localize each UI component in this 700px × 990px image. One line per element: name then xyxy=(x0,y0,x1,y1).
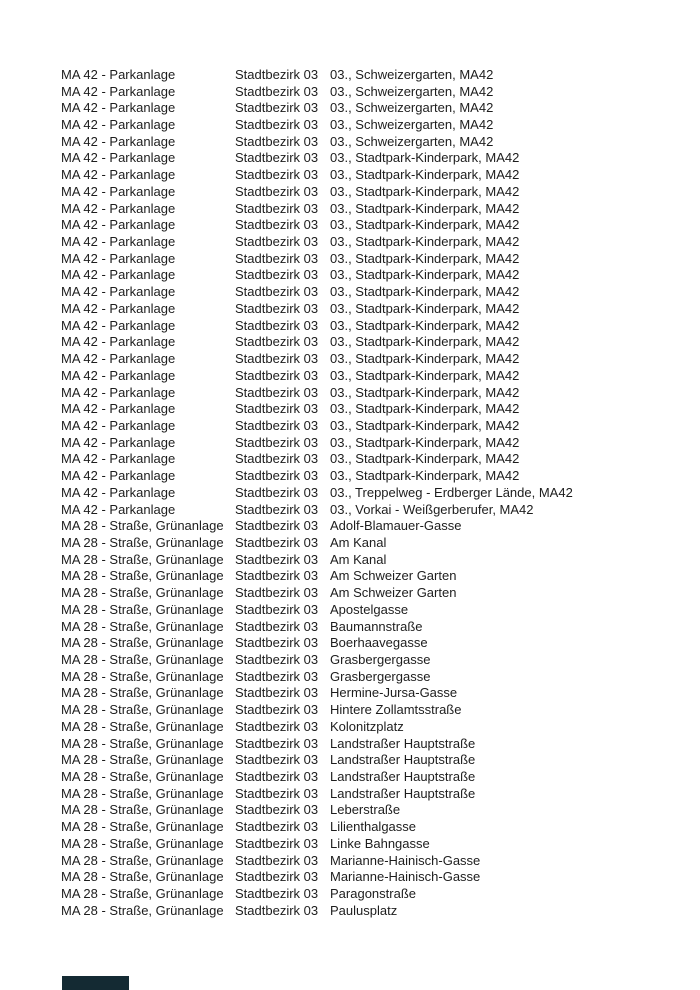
cell-location: Landstraßer Hauptstraße xyxy=(330,785,476,801)
cell-category: MA 28 - Straße, Grünanlage xyxy=(61,551,224,567)
cell-district: Stadtbezirk 03 xyxy=(235,585,319,601)
table-row xyxy=(61,451,690,468)
cell-category: MA 28 - Straße, Grünanlage xyxy=(61,685,224,701)
cell-location: 03., Vorkai - Weißgerberufer, MA42 xyxy=(330,501,534,517)
cell-category: MA 28 - Straße, Grünanlage xyxy=(61,635,224,651)
cell-category: MA 42 - Parkanlage xyxy=(61,334,176,350)
table-row xyxy=(61,902,690,919)
cell-location: 03., Stadtpark-Kinderpark, MA42 xyxy=(330,183,520,199)
cell-district: Stadtbezirk 03 xyxy=(235,518,319,534)
cell-location: Landstraßer Hauptstraße xyxy=(330,735,476,751)
cell-district: Stadtbezirk 03 xyxy=(235,167,319,183)
cell-district: Stadtbezirk 03 xyxy=(235,417,319,433)
cell-location: 03., Schweizergarten, MA42 xyxy=(330,117,494,133)
cell-category: MA 28 - Straße, Grünanlage xyxy=(61,718,224,734)
table-row xyxy=(61,83,690,100)
table-row xyxy=(61,283,690,300)
cell-district: Stadtbezirk 03 xyxy=(235,635,319,651)
cell-location: 03., Stadtpark-Kinderpark, MA42 xyxy=(330,267,520,283)
cell-category: MA 28 - Straße, Grünanlage xyxy=(61,618,224,634)
table-row xyxy=(61,517,690,534)
cell-category: MA 42 - Parkanlage xyxy=(61,451,176,467)
cell-location: Baumannstraße xyxy=(330,618,423,634)
cell-district: Stadtbezirk 03 xyxy=(235,250,319,266)
table-row xyxy=(61,802,690,819)
table-row xyxy=(61,400,690,417)
table-row xyxy=(61,568,690,585)
table-row xyxy=(61,818,690,835)
cell-district: Stadtbezirk 03 xyxy=(235,300,319,316)
cell-category: MA 28 - Straße, Grünanlage xyxy=(61,585,224,601)
cell-category: MA 28 - Straße, Grünanlage xyxy=(61,702,224,718)
cell-location: Linke Bahngasse xyxy=(330,835,430,851)
cell-location: Am Kanal xyxy=(330,534,387,550)
cell-category: MA 42 - Parkanlage xyxy=(61,100,176,116)
cell-location: Hintere Zollamtsstraße xyxy=(330,702,462,718)
table-row xyxy=(61,233,690,250)
cell-location: Am Schweizer Garten xyxy=(330,585,457,601)
table-row xyxy=(61,584,690,601)
cell-district: Stadtbezirk 03 xyxy=(235,802,319,818)
table-row xyxy=(61,701,690,718)
cell-category: MA 42 - Parkanlage xyxy=(61,267,176,283)
cell-district: Stadtbezirk 03 xyxy=(235,401,319,417)
table-row xyxy=(61,601,690,618)
cell-location: 03., Stadtpark-Kinderpark, MA42 xyxy=(330,284,520,300)
cell-location: Lilienthalgasse xyxy=(330,819,417,835)
cell-category: MA 42 - Parkanlage xyxy=(61,434,176,450)
table-row xyxy=(61,267,690,284)
cell-district: Stadtbezirk 03 xyxy=(235,317,319,333)
table-row xyxy=(61,534,690,551)
table-row xyxy=(61,618,690,635)
cell-location: 03., Stadtpark-Kinderpark, MA42 xyxy=(330,217,520,233)
cell-location: 03., Stadtpark-Kinderpark, MA42 xyxy=(330,468,520,484)
cell-district: Stadtbezirk 03 xyxy=(235,769,319,785)
cell-category: MA 42 - Parkanlage xyxy=(61,183,176,199)
cell-location: 03., Stadtpark-Kinderpark, MA42 xyxy=(330,300,520,316)
cell-location: Landstraßer Hauptstraße xyxy=(330,769,476,785)
cell-category: MA 42 - Parkanlage xyxy=(61,317,176,333)
cell-category: MA 42 - Parkanlage xyxy=(61,300,176,316)
cell-category: MA 42 - Parkanlage xyxy=(61,384,176,400)
cell-category: MA 28 - Straße, Grünanlage xyxy=(61,802,224,818)
cell-district: Stadtbezirk 03 xyxy=(235,200,319,216)
cell-location: Grasbergergasse xyxy=(330,652,431,668)
cell-location: 03., Stadtpark-Kinderpark, MA42 xyxy=(330,250,520,266)
cell-location: Adolf-Blamauer-Gasse xyxy=(330,518,462,534)
cell-category: MA 28 - Straße, Grünanlage xyxy=(61,886,224,902)
cell-district: Stadtbezirk 03 xyxy=(235,652,319,668)
table-row xyxy=(61,718,690,735)
table-row xyxy=(61,852,690,869)
table-row xyxy=(61,785,690,802)
cell-location: Am Kanal xyxy=(330,551,387,567)
cell-location: 03., Stadtpark-Kinderpark, MA42 xyxy=(330,200,520,216)
cell-location: 03., Stadtpark-Kinderpark, MA42 xyxy=(330,451,520,467)
table-row xyxy=(61,150,690,167)
data-table xyxy=(61,66,690,919)
cell-location: 03., Stadtpark-Kinderpark, MA42 xyxy=(330,367,520,383)
table-row xyxy=(61,501,690,518)
cell-district: Stadtbezirk 03 xyxy=(235,534,319,550)
table-row xyxy=(61,551,690,568)
cell-location: 03., Schweizergarten, MA42 xyxy=(330,83,494,99)
table-row xyxy=(61,417,690,434)
cell-category: MA 28 - Straße, Grünanlage xyxy=(61,819,224,835)
table-row xyxy=(61,735,690,752)
table-row xyxy=(61,350,690,367)
cell-district: Stadtbezirk 03 xyxy=(235,183,319,199)
table-row xyxy=(61,116,690,133)
cell-district: Stadtbezirk 03 xyxy=(235,618,319,634)
cell-district: Stadtbezirk 03 xyxy=(235,234,319,250)
table-row xyxy=(61,317,690,334)
cell-category: MA 28 - Straße, Grünanlage xyxy=(61,902,224,918)
cell-district: Stadtbezirk 03 xyxy=(235,100,319,116)
cell-district: Stadtbezirk 03 xyxy=(235,852,319,868)
table-row xyxy=(61,133,690,150)
cell-category: MA 42 - Parkanlage xyxy=(61,200,176,216)
cell-location: Paragonstraße xyxy=(330,886,416,902)
cell-category: MA 42 - Parkanlage xyxy=(61,284,176,300)
cell-location: 03., Schweizergarten, MA42 xyxy=(330,133,494,149)
cell-location: Landstraßer Hauptstraße xyxy=(330,752,476,768)
cell-location: 03., Stadtpark-Kinderpark, MA42 xyxy=(330,234,520,250)
table-row xyxy=(61,634,690,651)
cell-category: MA 42 - Parkanlage xyxy=(61,484,176,500)
cell-category: MA 42 - Parkanlage xyxy=(61,117,176,133)
cell-location: 03., Stadtpark-Kinderpark, MA42 xyxy=(330,317,520,333)
cell-category: MA 42 - Parkanlage xyxy=(61,234,176,250)
cell-category: MA 42 - Parkanlage xyxy=(61,83,176,99)
cell-category: MA 28 - Straße, Grünanlage xyxy=(61,518,224,534)
table-row xyxy=(61,66,690,83)
cell-location: Paulusplatz xyxy=(330,902,398,918)
table-row xyxy=(61,300,690,317)
cell-category: MA 28 - Straße, Grünanlage xyxy=(61,785,224,801)
cell-category: MA 42 - Parkanlage xyxy=(61,250,176,266)
cell-district: Stadtbezirk 03 xyxy=(235,451,319,467)
cell-category: MA 28 - Straße, Grünanlage xyxy=(61,652,224,668)
cell-category: MA 28 - Straße, Grünanlage xyxy=(61,568,224,584)
cell-category: MA 28 - Straße, Grünanlage xyxy=(61,668,224,684)
cell-category: MA 28 - Straße, Grünanlage xyxy=(61,752,224,768)
cell-district: Stadtbezirk 03 xyxy=(235,150,319,166)
cell-district: Stadtbezirk 03 xyxy=(235,217,319,233)
cell-district: Stadtbezirk 03 xyxy=(235,484,319,500)
table-row xyxy=(61,467,690,484)
cell-district: Stadtbezirk 03 xyxy=(235,434,319,450)
cell-category: MA 42 - Parkanlage xyxy=(61,150,176,166)
table-row xyxy=(61,768,690,785)
cell-district: Stadtbezirk 03 xyxy=(235,133,319,149)
table-row xyxy=(61,216,690,233)
cell-category: MA 28 - Straße, Grünanlage xyxy=(61,769,224,785)
cell-location: 03., Schweizergarten, MA42 xyxy=(330,66,494,82)
cell-district: Stadtbezirk 03 xyxy=(235,351,319,367)
cell-location: 03., Stadtpark-Kinderpark, MA42 xyxy=(330,150,520,166)
cell-category: MA 28 - Straße, Grünanlage xyxy=(61,601,224,617)
cell-category: MA 42 - Parkanlage xyxy=(61,167,176,183)
cell-district: Stadtbezirk 03 xyxy=(235,117,319,133)
cell-district: Stadtbezirk 03 xyxy=(235,752,319,768)
cell-category: MA 28 - Straße, Grünanlage xyxy=(61,852,224,868)
cell-location: Marianne-Hainisch-Gasse xyxy=(330,869,481,885)
table-row xyxy=(61,434,690,451)
cell-district: Stadtbezirk 03 xyxy=(235,384,319,400)
cell-location: 03., Stadtpark-Kinderpark, MA42 xyxy=(330,167,520,183)
cell-district: Stadtbezirk 03 xyxy=(235,718,319,734)
cell-district: Stadtbezirk 03 xyxy=(235,702,319,718)
table-row xyxy=(61,869,690,886)
footer-bar-fragment xyxy=(62,976,129,990)
cell-district: Stadtbezirk 03 xyxy=(235,66,319,82)
cell-category: MA 28 - Straße, Grünanlage xyxy=(61,869,224,885)
cell-district: Stadtbezirk 03 xyxy=(235,468,319,484)
cell-category: MA 42 - Parkanlage xyxy=(61,468,176,484)
cell-district: Stadtbezirk 03 xyxy=(235,902,319,918)
cell-category: MA 28 - Straße, Grünanlage xyxy=(61,735,224,751)
cell-location: Hermine-Jursa-Gasse xyxy=(330,685,458,701)
cell-district: Stadtbezirk 03 xyxy=(235,501,319,517)
table-row xyxy=(61,183,690,200)
cell-location: Am Schweizer Garten xyxy=(330,568,457,584)
table-row xyxy=(61,166,690,183)
cell-category: MA 42 - Parkanlage xyxy=(61,351,176,367)
table-row xyxy=(61,99,690,116)
cell-category: MA 42 - Parkanlage xyxy=(61,217,176,233)
cell-location: 03., Stadtpark-Kinderpark, MA42 xyxy=(330,351,520,367)
cell-location: Leberstraße xyxy=(330,802,401,818)
table-row xyxy=(61,367,690,384)
table-row xyxy=(61,334,690,351)
cell-category: MA 42 - Parkanlage xyxy=(61,401,176,417)
cell-district: Stadtbezirk 03 xyxy=(235,869,319,885)
cell-district: Stadtbezirk 03 xyxy=(235,785,319,801)
cell-location: Grasbergergasse xyxy=(330,668,431,684)
cell-district: Stadtbezirk 03 xyxy=(235,685,319,701)
cell-location: Kolonitzplatz xyxy=(330,718,404,734)
cell-location: 03., Stadtpark-Kinderpark, MA42 xyxy=(330,401,520,417)
table-row xyxy=(61,484,690,501)
cell-category: MA 42 - Parkanlage xyxy=(61,417,176,433)
cell-category: MA 28 - Straße, Grünanlage xyxy=(61,835,224,851)
cell-district: Stadtbezirk 03 xyxy=(235,601,319,617)
table-row xyxy=(61,651,690,668)
cell-location: 03., Stadtpark-Kinderpark, MA42 xyxy=(330,334,520,350)
table-row xyxy=(61,200,690,217)
cell-category: MA 28 - Straße, Grünanlage xyxy=(61,534,224,550)
cell-district: Stadtbezirk 03 xyxy=(235,835,319,851)
cell-district: Stadtbezirk 03 xyxy=(235,367,319,383)
cell-category: MA 42 - Parkanlage xyxy=(61,133,176,149)
cell-location: Apostelgasse xyxy=(330,601,409,617)
cell-location: 03., Stadtpark-Kinderpark, MA42 xyxy=(330,417,520,433)
table-row xyxy=(61,668,690,685)
table-row xyxy=(61,250,690,267)
table-row xyxy=(61,835,690,852)
cell-location: 03., Stadtpark-Kinderpark, MA42 xyxy=(330,384,520,400)
cell-district: Stadtbezirk 03 xyxy=(235,819,319,835)
cell-location: Boerhaavegasse xyxy=(330,635,428,651)
table-row xyxy=(61,685,690,702)
table-row xyxy=(61,751,690,768)
cell-district: Stadtbezirk 03 xyxy=(235,551,319,567)
cell-category: MA 42 - Parkanlage xyxy=(61,66,176,82)
table-row xyxy=(61,885,690,902)
cell-location: 03., Treppelweg - Erdberger Lände, MA42 xyxy=(330,484,573,500)
cell-location: 03., Schweizergarten, MA42 xyxy=(330,100,494,116)
cell-category: MA 42 - Parkanlage xyxy=(61,501,176,517)
cell-category: MA 42 - Parkanlage xyxy=(61,367,176,383)
cell-district: Stadtbezirk 03 xyxy=(235,334,319,350)
cell-district: Stadtbezirk 03 xyxy=(235,568,319,584)
cell-district: Stadtbezirk 03 xyxy=(235,83,319,99)
cell-district: Stadtbezirk 03 xyxy=(235,735,319,751)
table-row xyxy=(61,384,690,401)
cell-district: Stadtbezirk 03 xyxy=(235,284,319,300)
cell-district: Stadtbezirk 03 xyxy=(235,886,319,902)
cell-district: Stadtbezirk 03 xyxy=(235,668,319,684)
cell-location: 03., Stadtpark-Kinderpark, MA42 xyxy=(330,434,520,450)
cell-district: Stadtbezirk 03 xyxy=(235,267,319,283)
cell-location: Marianne-Hainisch-Gasse xyxy=(330,852,481,868)
